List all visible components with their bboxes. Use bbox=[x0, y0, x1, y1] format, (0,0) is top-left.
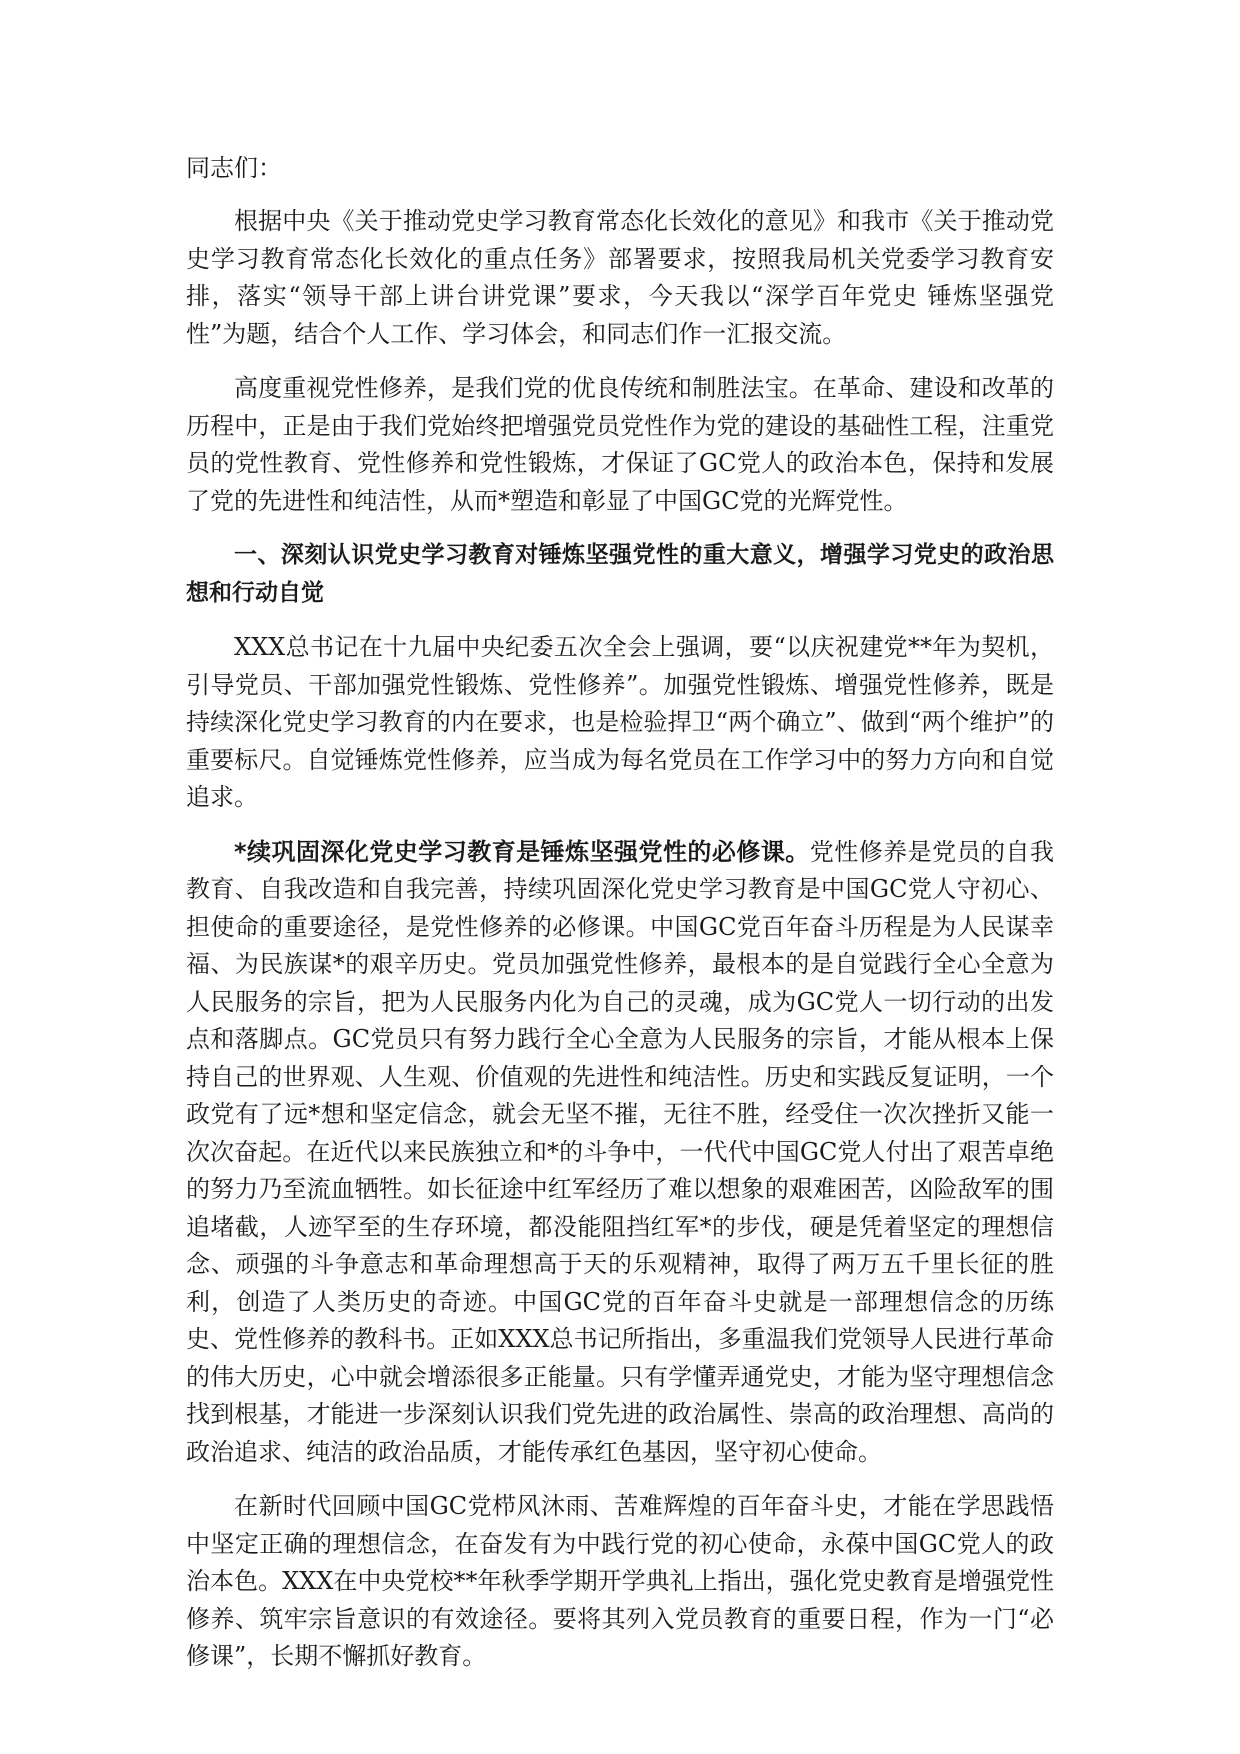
section-1-point-paragraph bbox=[186, 834, 1054, 1472]
intro-paragraph: 根据中央《关于推动党史学习教育常态化长效化的意见》和我市《关于推动党史学习教育常态化长效化的重点任务》部署要求，按照我局机关党委学习教育安排，落实“领导干部上讲台讲党课”要求，今天我以“深学百年党史 锤炼坚强党性”为题，结合个人工作、学习体会，和同志们作一汇报交流。 bbox=[186, 207, 1054, 348]
closing-paragraph: 在新时代回顾中国GC党栉风沐雨、苦难辉煌的百年奋斗史，才能在学思践悟中坚定正确的理想信念，在奋发有为中践行党的初心使命，永葆中国GC党人的政治本色。XXX在中央党校**年秋季学期开学典礼上指出，强化党史教育是增强党性修养、筑牢宗旨意识的有效途径。要将其列入党员教育的重要日程，作为一门“必修课”，长期不懈抓好教育。 bbox=[186, 1492, 1054, 1670]
point-body-text: 党性修养是党员的自我教育、自我改造和自我完善，持续巩固深化党史学习教育是中国GC党人守初心、担使命的重要途径，是党性修养的必修课。中国GC党百年奋斗历程是为人民谋幸福、为民族谋*的艰辛历史。党员加强党性修养，最根本的是自觉践行全心全意为人民服务的宗旨，把为人民服务内化为自己的灵魂，成为GC党人一切行动的出发点和落脚点。GC党员只有努力践行全心全意为人民服务的宗旨，才能从根本上保持自己的世界观、人生观、价值观的先进性和纯洁性。历史和实践反复证明，一个政党有了远*想和坚定信念，就会无坚不摧，无往不胜，经受住一次次挫折又能一次次奋起。在近代以来民族独立和*的斗争中，一代代中国GC党人付出了艰苦卓绝的努力乃至流血牺牲。如长征途中红军经历了难以想象的艰难困苦，凶险敌军的围追堵截，人迹罕至的生存环境，都没能阻挡红军*的步伐，硬是凭着坚定的理想信念、顽强的斗争意志和革命理想高于天的乐观精神，取得了两万五千里长征的胜利，创造了人类历史的奇迹。中国GC党的百年奋斗史就是一部理想信念的历练史、党性修养的教科书。正如XXX总书记所指出，多重温我们党领导人民进行革命的伟大历史，心中就会增添很多正能量。只有学懂弄通党史，才能为坚守理想信念找到根基，才能进一步深刻认识我们党先进的政治属性、崇高的政治理想、高尚的政治追求、纯洁的政治品质，才能传承红色基因，坚守初心使命。 bbox=[186, 837, 1054, 1466]
point-lead-sentence: *续巩固深化党史学习教育是锤炼坚强党性的必修课。 bbox=[234, 837, 810, 866]
salutation: 同志们： bbox=[186, 154, 282, 182]
section-heading-1: 一、深刻认识党史学习教育对锤炼坚强党性的重大意义，增强学习党史的政治思想和行动自觉 bbox=[186, 542, 1054, 606]
section-1-paragraph: XXX总书记在十九届中央纪委五次全会上强调，要“以庆祝建党**年为契机，引导党员、干部加强党性锻炼、党性修养”。加强党性锻炼、增强党性修养，既是持续深化党史学习教育的内在要求，也是检验捍卫“两个确立”、做到“两个维护”的重要标尺。自觉锤炼党性修养，应当成为每名党员在工作学习中的努力方向和自觉追求。 bbox=[186, 633, 1054, 811]
document-page bbox=[186, 150, 1054, 1693]
background-paragraph: 高度重视党性修养，是我们党的优良传统和制胜法宝。在革命、建设和改革的历程中，正是由于我们党始终把增强党员党性作为党的建设的基础性工程，注重党员的党性教育、党性修养和党性锻炼，才保证了GC党人的政治本色，保持和发展了党的先进性和纯洁性，从而*塑造和彰显了中国GC党的光辉党性。 bbox=[186, 374, 1054, 515]
